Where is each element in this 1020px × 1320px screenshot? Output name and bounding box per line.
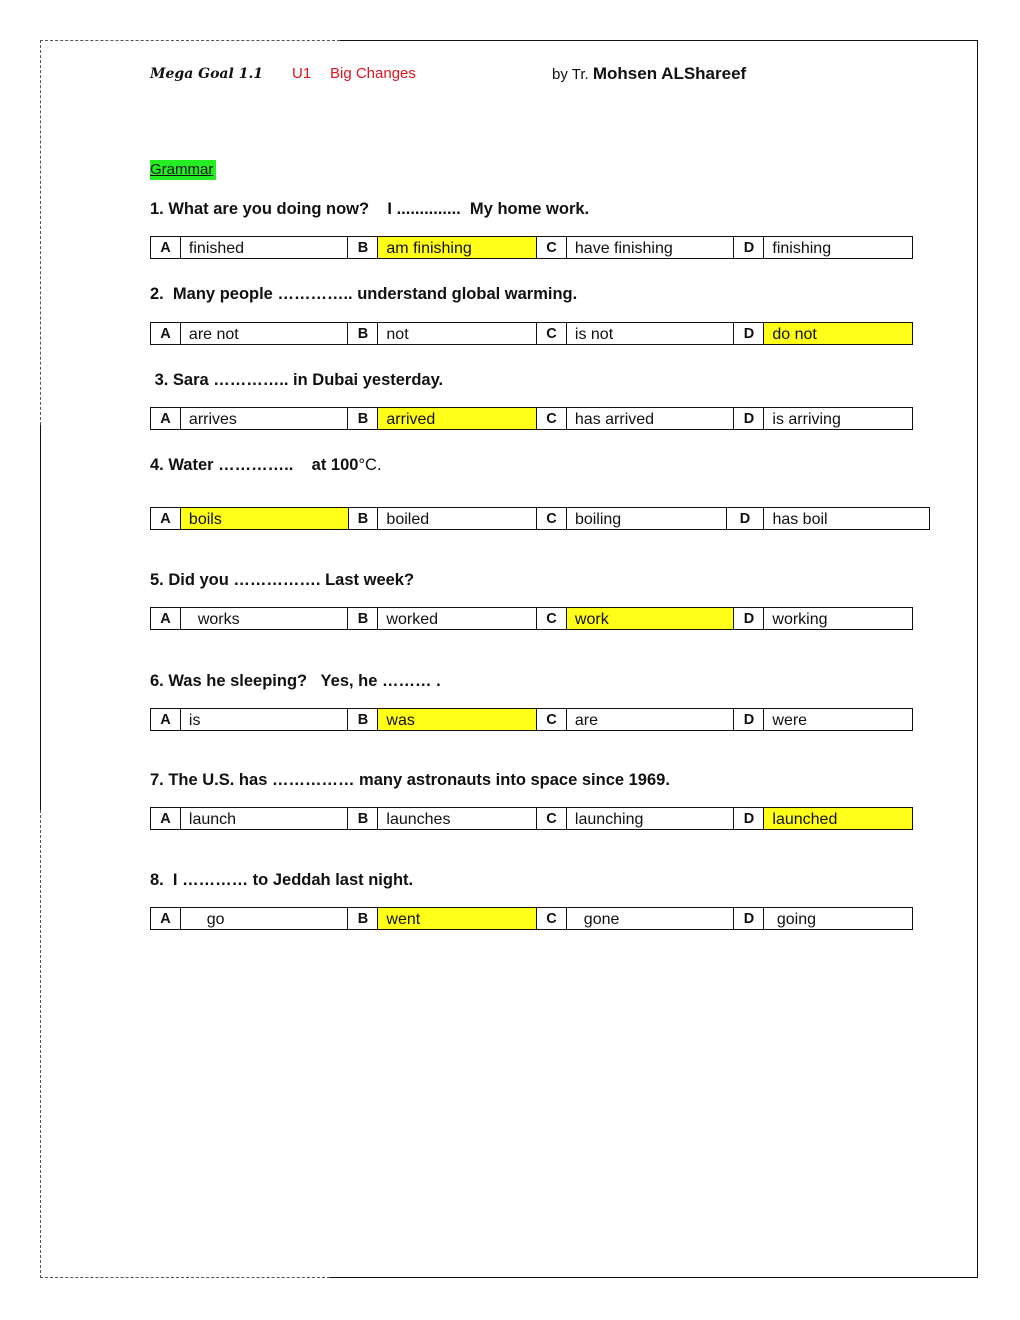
option-answer: launching [567,808,735,829]
unit-title: Big Changes [330,65,416,82]
option-letter: B [349,508,379,529]
answer-options [150,507,930,530]
question-stem: 2. Many people ………….. understand global warming. [150,285,578,303]
option-answer: boiled [378,508,537,529]
answer-options [150,607,913,630]
option-letter: C [537,908,567,929]
option-letter: A [151,408,181,429]
option-letter: A [151,508,181,529]
option-answer-highlighted: went [378,908,537,929]
question-stem: 8. I ………… to Jeddah last night. [150,871,414,889]
answer-options [150,236,913,259]
option-letter: D [734,808,764,829]
option-letter: C [537,323,567,344]
option-letter: D [727,508,765,529]
option-letter: B [348,237,378,258]
option-letter: D [734,237,764,258]
option-answer: is arriving [772,411,841,428]
frame-top-dashed [40,40,340,41]
question-stem: 4. Water ………….. at 100 [150,456,359,474]
unit-label: U1 [292,65,312,82]
option-letter: B [348,808,378,829]
option-letter: A [151,237,181,258]
option-letter: A [151,608,181,629]
author-name: Mohsen ALShareef [592,64,747,83]
frame-bottom-dashed [40,1277,330,1278]
frame-bottom [330,1277,978,1278]
page-frame [40,40,978,1278]
option-letter: A [151,323,181,344]
option-letter: D [734,709,764,730]
option-letter: C [537,608,567,629]
option-letter: D [734,408,764,429]
option-letter: B [348,608,378,629]
option-answer: launch [181,808,349,829]
frame-left [40,425,41,810]
question-text [150,198,589,220]
option-letter: B [348,408,378,429]
option-answer: launches [378,808,537,829]
answer-options [150,907,913,930]
question-text [150,569,414,591]
option-answer: going [772,911,816,928]
option-answer-highlighted: launched [764,808,912,829]
frame-right [977,40,978,1278]
option-letter: C [537,237,567,258]
course-title: Mega Goal 1.1 [150,66,264,82]
author-line [552,62,746,86]
option-answer: worked [378,608,537,629]
option-answer: is [181,709,349,730]
option-letter: B [348,908,378,929]
option-letter: C [537,709,567,730]
option-letter: D [734,323,764,344]
answer-options [150,807,913,830]
question-text [150,454,382,476]
option-answer: finishing [772,240,832,257]
option-answer-highlighted: do not [764,323,912,344]
question-stem: 1. What are you doing now? I .............. My home work. [150,200,590,218]
option-answer: not [378,323,537,344]
option-answer-highlighted: was [378,709,537,730]
answer-options [150,708,913,731]
option-answer: go [181,908,349,929]
frame-top [340,40,978,41]
option-letter: B [348,323,378,344]
frame-left-dashed-lower [40,810,41,1278]
option-answer-highlighted: boils [181,508,349,529]
option-letter: A [151,908,181,929]
option-letter: C [537,408,567,429]
option-answer: were [772,712,808,729]
option-letter: B [348,709,378,730]
option-letter: D [734,608,764,629]
option-answer: has boil [772,511,828,528]
option-answer-highlighted: arrived [378,408,537,429]
author-prefix: by Tr. [552,66,589,83]
question-stem: 5. Did you ……………. Last week? [150,571,415,589]
option-letter: A [151,808,181,829]
question-stem: 3. Sara ………….. in Dubai yesterday. [150,371,444,389]
question-text [150,670,441,692]
question-text [150,369,443,391]
question-stem: 7. The U.S. has …………… many astronauts into space since 1969. [150,771,670,789]
option-answer: finished [181,237,349,258]
question-text [150,869,413,891]
frame-left-dashed [40,40,41,425]
option-answer: working [772,611,828,628]
answer-options [150,407,913,430]
option-answer: have finishing [567,237,735,258]
question-stem: 6. Was he sleeping? Yes, he ……… . [150,672,441,690]
option-letter: D [734,908,764,929]
option-answer: are not [181,323,349,344]
option-letter: A [151,709,181,730]
option-answer: arrives [181,408,349,429]
option-answer: are [567,709,735,730]
answer-options [150,322,913,345]
section-label: Grammar [150,160,216,180]
option-answer-highlighted: work [567,608,735,629]
option-answer: works [181,608,349,629]
option-answer: boiling [567,508,727,529]
option-answer: has arrived [567,408,735,429]
question-text [150,283,577,305]
question-unit: °C. [358,456,382,474]
option-answer: is not [567,323,735,344]
option-letter: C [537,508,567,529]
option-answer: gone [567,908,735,929]
question-text [150,769,670,791]
option-letter: C [537,808,567,829]
option-answer-highlighted: am finishing [378,237,537,258]
